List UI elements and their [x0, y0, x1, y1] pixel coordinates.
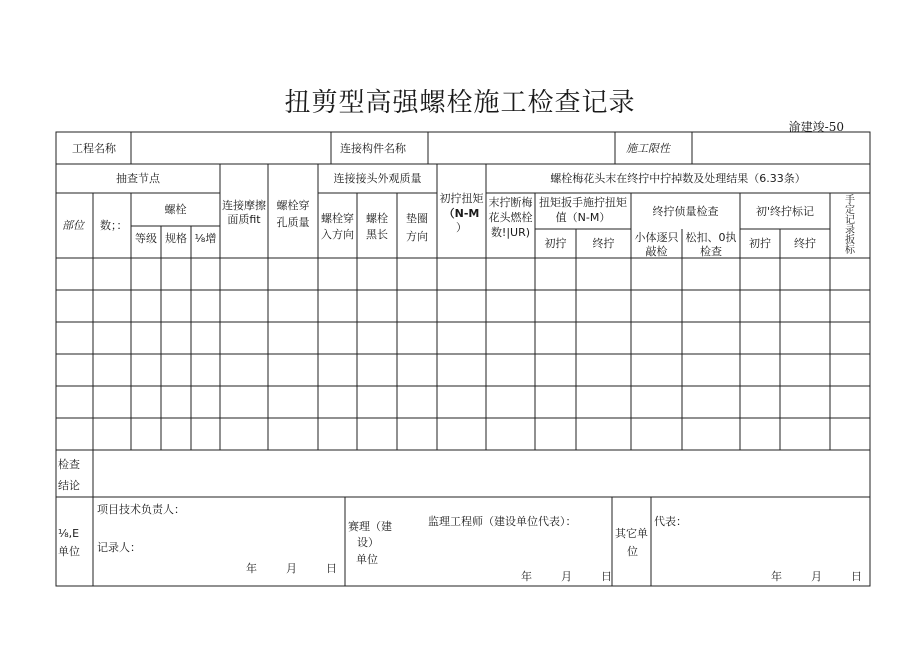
construction-unit-sign-label-2: 单位 [58, 545, 80, 558]
mark-final-header: 终拧 [794, 237, 816, 250]
construction-unit-label: 施工限性 [626, 142, 670, 155]
washer-direction-header-1: 垫圈 [406, 212, 428, 225]
date-month-2: 月 [561, 570, 572, 583]
manual-record-header-3: 记 [845, 215, 855, 226]
recorder-label: 记录人： [97, 541, 141, 554]
manual-record-header-2: 定 [845, 205, 855, 216]
friction-surface-header-2: 面质fit [227, 213, 261, 226]
conclusion-label-2: 结论 [58, 479, 80, 492]
other-unit-label-1: 其它单 [615, 527, 648, 540]
manual-record-header-1: 手 [845, 195, 855, 206]
spec-header: 规格 [165, 232, 187, 245]
date-month-3: 月 [811, 570, 822, 583]
wrench-torque-header-1: 扭矩扳手施拧扭矩 [539, 196, 627, 209]
location-header: 部位 [62, 219, 84, 232]
supervision-unit-label-1: 赛理（建 [348, 520, 392, 533]
sample-node-header: 抽查节点 [116, 172, 160, 185]
document-number: 渝建竣-50 [788, 120, 844, 134]
initial-torque-header-2: （N-M [443, 207, 480, 220]
loose-check-header-1: 松扣、0执 [685, 231, 737, 244]
other-unit-label-2: 位 [627, 545, 638, 558]
date-year-1: 年 [246, 562, 257, 575]
mark-initial-header: 初拧 [749, 237, 771, 250]
project-name-label: 工程名称 [72, 142, 116, 155]
unbroken-count-header-2: 花头燃栓 [488, 211, 533, 224]
construction-unit-sign-label-1: ⅛,E [58, 527, 80, 540]
wrench-initial-header: 初拧 [544, 237, 567, 250]
plum-head-result-header: 螺栓梅花头末在终拧中拧掉数及处理结果（6.33条） [550, 172, 806, 185]
date-day-1: 日 [326, 562, 337, 575]
bolt-header: 螺栓 [164, 203, 187, 216]
date-month-1: 月 [286, 562, 297, 575]
count-header: 数；： [100, 219, 128, 232]
supervision-unit-label-2: 设） [357, 536, 379, 549]
unbroken-count-header-3: 数!|UR) [490, 226, 531, 239]
wrench-torque-header-2: 值（N-M） [555, 211, 611, 224]
friction-surface-header-1: 连接摩擦 [222, 199, 266, 212]
supervision-unit-label-3: 单位 [356, 553, 378, 566]
representative-label: 代表： [654, 515, 687, 528]
washer-direction-header-2: 方向 [406, 230, 428, 243]
final-quality-header: 终拧侦量检查 [652, 205, 719, 218]
date-day-2: 日 [601, 570, 612, 583]
date-year-3: 年 [771, 570, 782, 583]
tech-lead-label: 项目技术负责人： [97, 503, 185, 516]
page-title: 扭剪型高强螺栓施工检查记录 [284, 88, 636, 118]
bolt-length-header-1: 螺栓 [366, 212, 388, 225]
supervisor-label: 监理工程师（建设单位代表）： [428, 515, 577, 528]
bolt-direction-header-2: 入方向 [321, 228, 354, 241]
initial-torque-header-1: 初拧扭矩 [439, 192, 484, 205]
hole-quality-header-2: 孔质量 [276, 216, 310, 229]
mark-header: 初'终拧标记 [755, 205, 815, 218]
manual-record-header-6: 标 [845, 245, 855, 256]
unbroken-count-header-1: 末拧断梅 [488, 196, 533, 209]
loose-check-header-2: 检查 [700, 245, 722, 258]
wrench-final-header: 终拧 [592, 237, 615, 250]
component-name-label: 连接构件名称 [340, 142, 406, 155]
hammer-check-header-2: 敲检 [645, 245, 668, 258]
date-day-3: 日 [851, 570, 862, 583]
date-year-2: 年 [521, 570, 532, 583]
grade-header: 等级 [135, 232, 157, 245]
manual-record-header-4: 录 [845, 225, 855, 236]
qty-header: ⅛增 [194, 232, 217, 245]
bolt-length-header-2: 黑长 [366, 228, 388, 241]
hole-quality-header-1: 螺栓穿 [276, 199, 310, 212]
conclusion-label-1: 检查 [58, 458, 80, 471]
bolt-direction-header-1: 螺栓穿 [321, 212, 354, 225]
initial-torque-header-3: ） [456, 221, 467, 234]
hammer-check-header-1: 小体逐只 [634, 231, 679, 244]
joint-appearance-header: 连接接头外观质量 [333, 172, 422, 185]
manual-record-header-5: 扳 [845, 235, 855, 246]
